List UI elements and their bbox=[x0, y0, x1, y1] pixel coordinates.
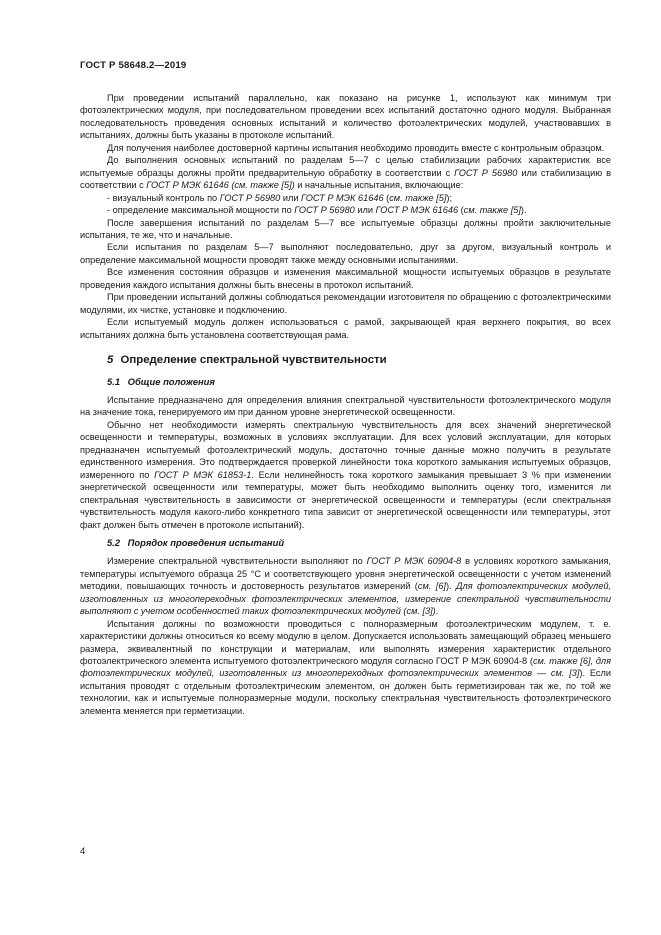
text-run: Обычно нет необходимости измерять спектральную чувствительность для всех значений энергетической освещенности и температуры, возможных в условиях эксплуатации. Для всех условий эксплуатации, для которых предназначен испытуемый фотоэлектрический модуль, достаточно точные данные можно получить в результате единственного измерения. Это подтверждается проверкой линейности тока короткого замыкания испытуемых образцов, измеренного по bbox=[80, 419, 611, 480]
paragraph bbox=[80, 394, 611, 419]
italic-reference: ГОСТ Р 56980 bbox=[294, 205, 355, 216]
text-run: . Если нелинейность тока короткого замыкания превышает 3 % при изменении энергетической освещенности или температуры, может быть необходимо выполнить оценку того, изменится ли спектральная чувствительность в зависимости от энергетической освещенности и температуры (если спектральная чувствительность модуля какого-либо конкретного типа зависит от энергетической освещенности или температуры, этот факт должен быть отмечен в протоколе испытаний). bbox=[80, 469, 612, 530]
text-run: ). Если испытания проводят с отдельным фотоэлектрическим элементом, он должен быть герметизирован так же, по той же технологии, как и испытуемые полноразмерные модули, поскольку спектральная чувствительность фотоэлектрического элемента меняется при герметизации. bbox=[80, 668, 611, 716]
subsection-5-2-body bbox=[80, 555, 611, 717]
italic-reference: ГОСТ Р 56980 bbox=[219, 192, 281, 203]
subsection-number: 5.2 bbox=[107, 536, 121, 548]
section-5-heading bbox=[107, 354, 611, 366]
text-run: или стабилизацию в соответствии с bbox=[80, 167, 611, 191]
section-title: Определение спектральной чувствительности bbox=[120, 354, 387, 367]
paragraph bbox=[80, 217, 611, 242]
text-run: ). bbox=[520, 205, 527, 216]
italic-reference: см. [6] bbox=[417, 581, 446, 592]
text-run: При проведении испытаний параллельно, как показано на рисунке 1, используют как минимум три фотоэлектрических модуля, при последовательном проведении всех испытаний достаточно одного модуля. Выбранная последовательность проведения основных испытаний и количество фотоэлектрических модулей, участвовавших в испытаниях, должны быть указаны в протоколе испытаний. bbox=[80, 93, 611, 141]
text-run: или bbox=[280, 192, 302, 203]
text-run: ( bbox=[383, 192, 390, 203]
paragraph bbox=[80, 142, 611, 154]
text-run: Испытания должны по возможности проводиться с полноразмерным фотоэлектрическим модулем, т. е. характеристики должны относиться ко всему модулю в целом. Допускается использовать замещающий образец меньшего размера, эквивалентный по конструкции и материалам, или выполнять измерения характеристик отдельного фотоэлектрического элемента испытуемого фотоэлектрического модуля согласно ГОСТ Р МЭК 60904-8 ( bbox=[80, 618, 611, 667]
paragraph bbox=[80, 92, 611, 142]
paragraph bbox=[80, 419, 611, 531]
text-run: . bbox=[435, 606, 439, 617]
paragraph bbox=[80, 291, 611, 316]
paragraph bbox=[80, 241, 611, 266]
italic-reference: ГОСТ Р МЭК 60904-8 bbox=[366, 556, 462, 567]
intro-section bbox=[80, 92, 611, 341]
text-run: и начальные испытания, включающие: bbox=[294, 180, 464, 191]
text-run: ( bbox=[458, 205, 464, 216]
paragraph bbox=[80, 154, 611, 191]
text-run: Все изменения состояния образцов и изменения максимальной мощности испытуемых образцов в результате проведения каждого испытания должны быть внесены в протокол испытаний. bbox=[80, 267, 611, 290]
italic-reference: ГОСТ Р МЭК 61853-1 bbox=[154, 469, 252, 480]
text-run: Измерение спектральной чувствительности выполняют по bbox=[107, 556, 367, 567]
paragraph bbox=[80, 316, 611, 341]
italic-reference: см. также [5] bbox=[389, 192, 447, 203]
italic-reference: ГОСТ Р МЭК 61646 (см. также [5]) bbox=[146, 180, 295, 191]
subsection-5-2-heading bbox=[107, 537, 611, 549]
subsection-title: Порядок проведения испытаний bbox=[127, 536, 285, 548]
text-run: Если испытуемый модуль должен использоваться с рамой, закрывающей края верхнего покрытия, во всех испытаниях должна быть установлена соответствующая рама. bbox=[80, 317, 611, 340]
text-run: ). bbox=[445, 581, 457, 592]
text-run: - определение максимальной мощности по bbox=[107, 205, 295, 216]
text-run: - визуальный контроль по bbox=[107, 192, 220, 203]
subsection-5-1-heading bbox=[107, 376, 611, 388]
italic-reference: ГОСТ Р МЭК 61646 bbox=[301, 192, 384, 203]
section-number: 5 bbox=[107, 354, 114, 367]
subsection-5-1-body bbox=[80, 394, 611, 531]
paragraph bbox=[80, 266, 611, 291]
paragraph bbox=[80, 555, 611, 617]
italic-reference: ГОСТ Р МЭК 61646 bbox=[375, 205, 459, 216]
text-run: До выполнения основных испытаний по разделам 5—7 с целью стабилизации рабочих характеристик все испытуемые образцы должны пройти предварительную обработку в соответствии с bbox=[80, 155, 611, 178]
text-run: Если испытания по разделам 5—7 выполняют последовательно, друг за другом, визуальный контроль и определение максимальной мощности проводят также между основными испытаниями. bbox=[80, 242, 611, 265]
italic-reference: Для фотоэлектрических модулей, изготовленных из многопереходных фотоэлектрических элементов, измерение спектральной чувствительности выполняют с учетом особенностей таких фотоэлектрических модулей (см. [3]) bbox=[80, 581, 611, 617]
text-run: При проведении испытаний должны соблюдаться рекомендации изготовителя по обращению с фотоэлектрическими модулями, их чистке, установке и подключению. bbox=[80, 292, 611, 315]
subsection-number: 5.1 bbox=[107, 375, 121, 387]
italic-reference: см. также [5] bbox=[463, 205, 521, 216]
text-run: После завершения испытаний по разделам 5—7 все испытуемые образцы должны пройти заключительные испытания, те же, что и начальные. bbox=[80, 217, 611, 240]
text-run: Испытание предназначено для определения влияния спектральной чувствительности фотоэлектрического модуля на значение тока, генерируемого им при данном уровне энергетической освещенности. bbox=[80, 394, 611, 418]
text-run: в условиях короткого замыкания, температуры испытуемого образца 25 °C и соответствующего уровня энергетической освещенности с учетом изменений методики, повышающих точность и достоверность результатов измерений ( bbox=[80, 556, 611, 592]
paragraph bbox=[80, 618, 611, 718]
text-run: Для получения наиболее достоверной картины испытания необходимо проводить вместе с контрольным образцом. bbox=[107, 142, 605, 153]
page-number: 4 bbox=[80, 846, 86, 857]
document-body bbox=[80, 92, 611, 717]
text-run: или bbox=[354, 205, 376, 216]
list-item bbox=[80, 204, 611, 216]
italic-reference: см. также [6], для фотоэлектрических модулей, изготовленных из многопереходных фотоэлектрических элементов — см. [3] bbox=[80, 656, 611, 679]
document-header: ГОСТ Р 58648.2—2019 bbox=[80, 60, 187, 71]
subsection-title: Общие положения bbox=[127, 375, 215, 387]
italic-reference: ГОСТ Р 56980 bbox=[454, 167, 518, 178]
text-run: ); bbox=[446, 192, 453, 203]
list-item bbox=[80, 192, 611, 204]
